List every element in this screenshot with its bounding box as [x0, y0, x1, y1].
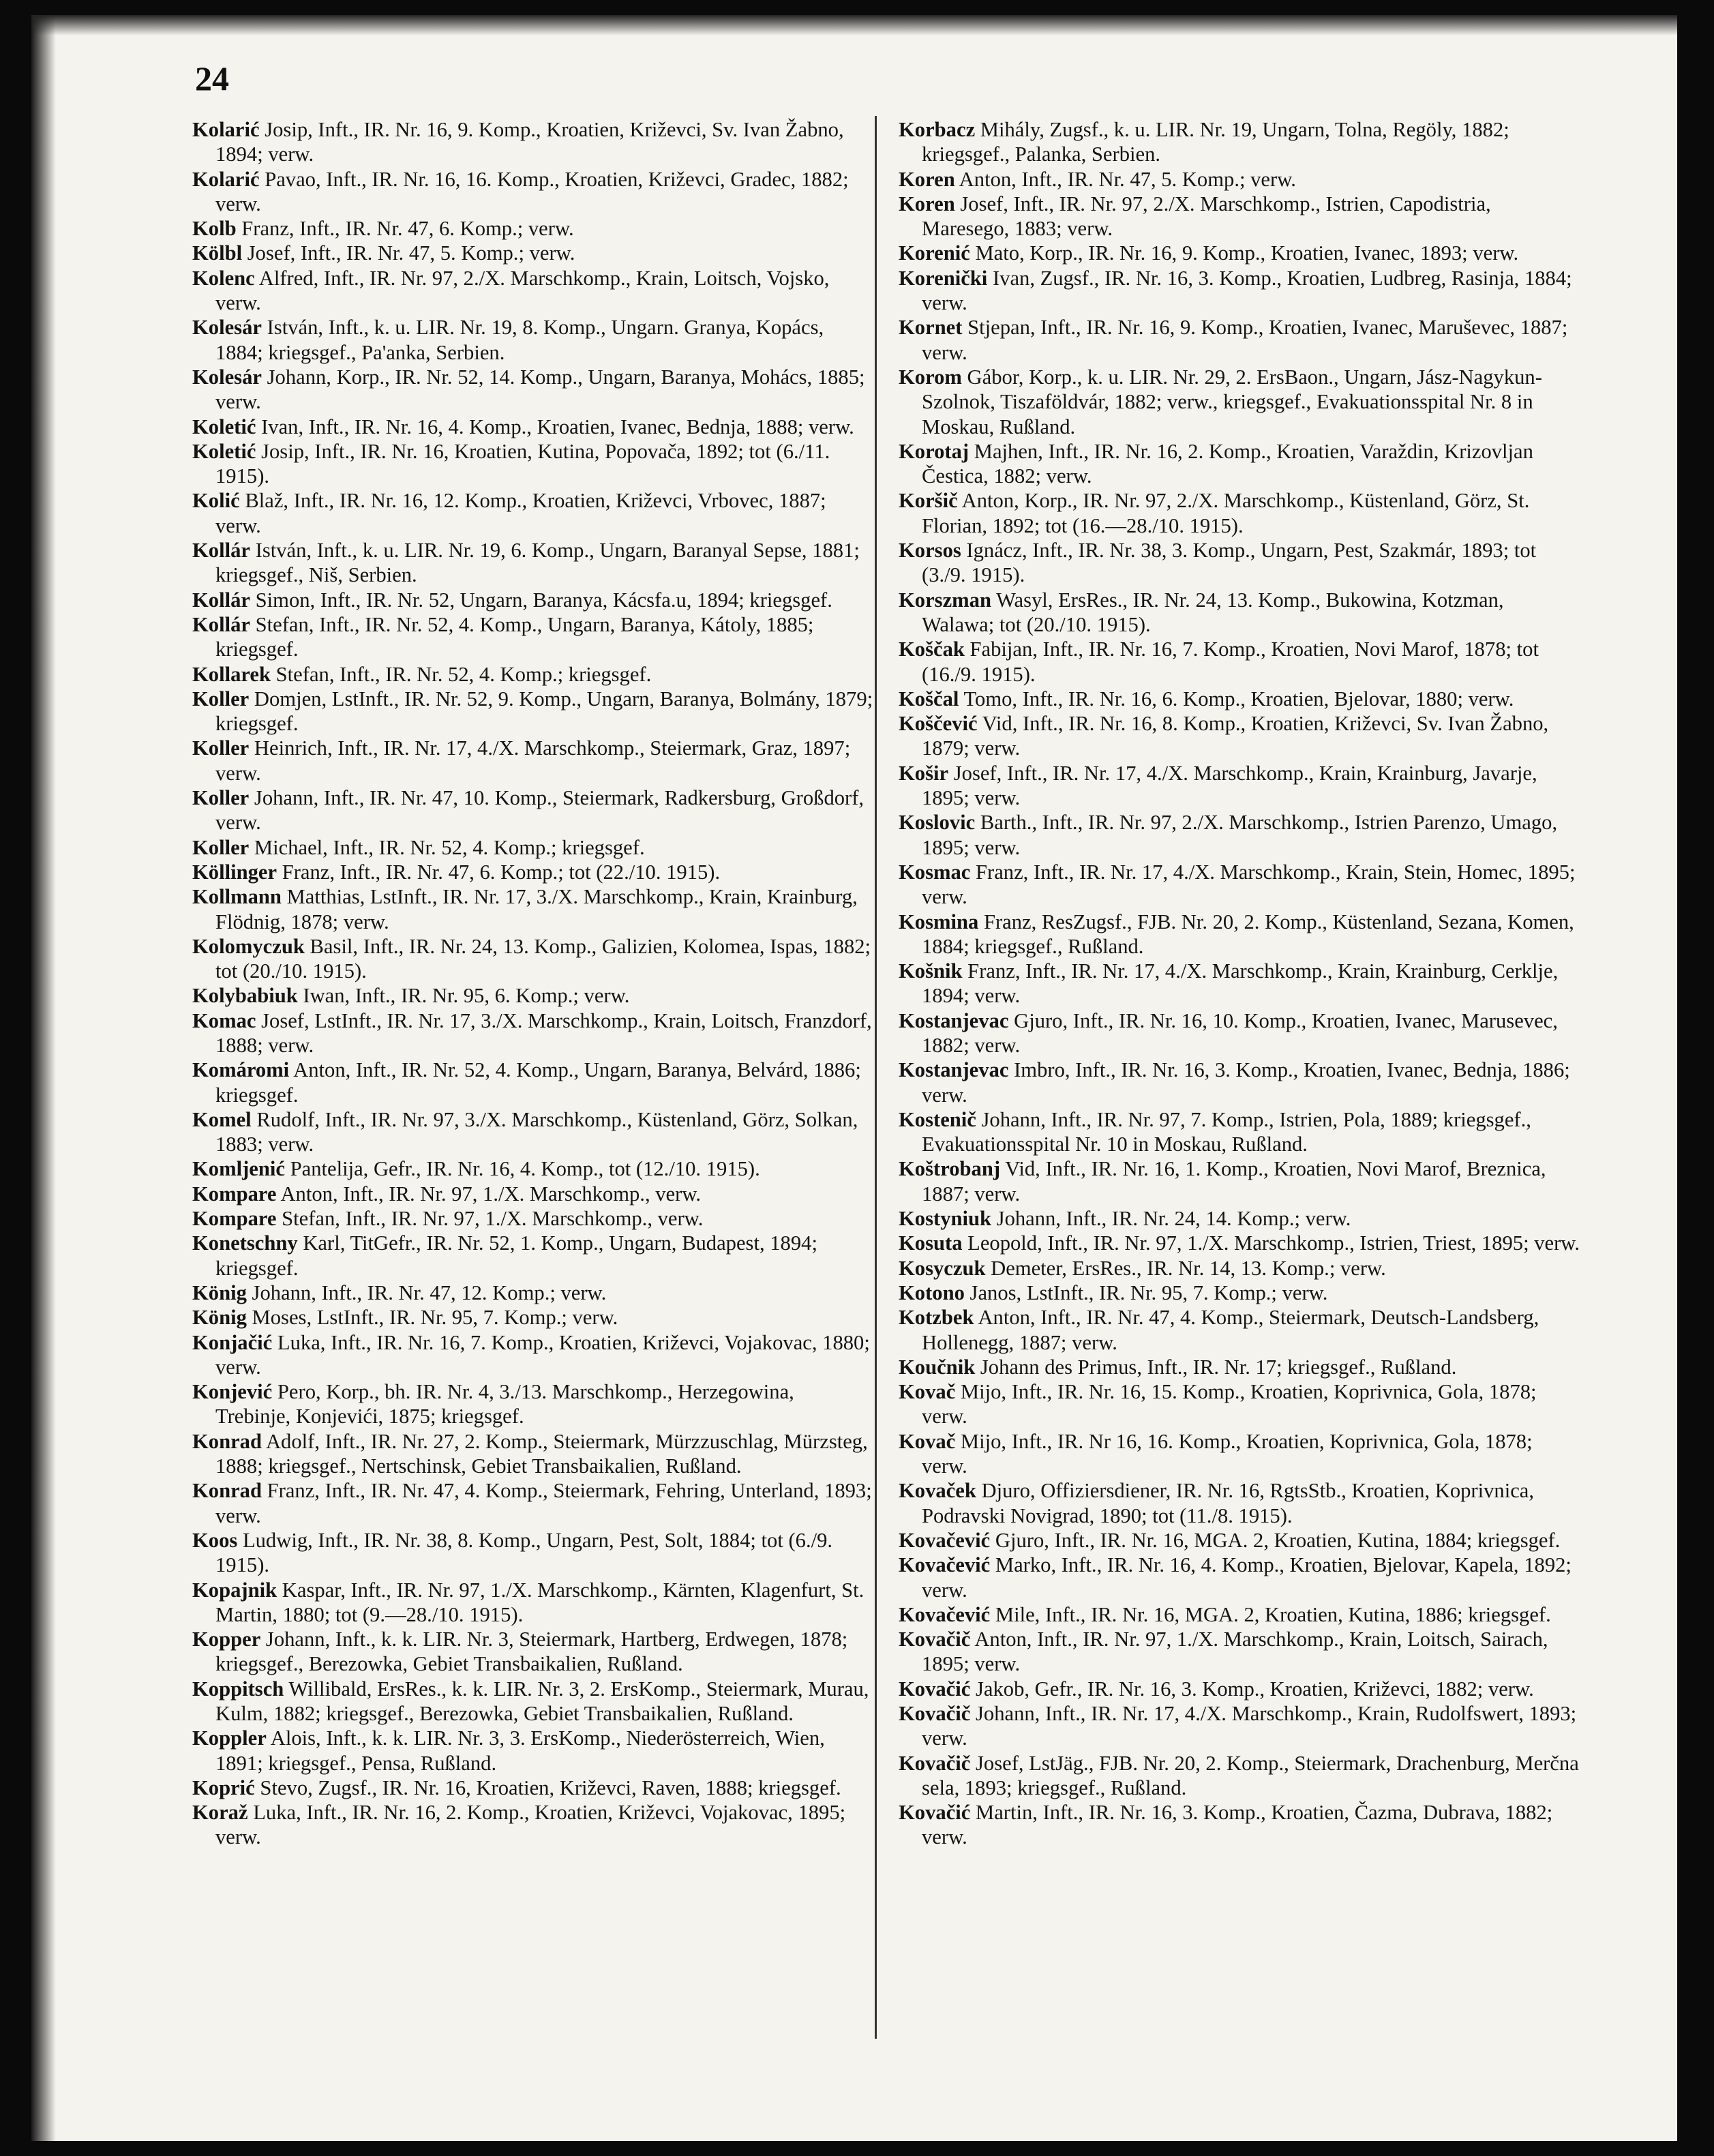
entry-surname: Kollár	[192, 539, 250, 563]
entry-details: Domjen, LstInft., IR. Nr. 52, 9. Komp., Ungarn, Baranya, Bolmány, 1879; kriegsgef.	[215, 687, 873, 736]
list-item	[192, 934, 874, 984]
list-item	[192, 662, 874, 687]
list-item	[899, 1478, 1580, 1528]
entry-details: Johann, Inft., IR. Nr. 97, 7. Komp., Istrien, Pola, 1889; kriegsgef., Evakuationsspital Nr. 10 in Moskau, Rußland.	[922, 1107, 1531, 1156]
list-item	[899, 1528, 1580, 1553]
entry-surname: Koprić	[192, 1776, 255, 1799]
entry-surname: Koller	[192, 736, 250, 760]
entry-surname: König	[192, 1306, 247, 1330]
entry-details: Fabijan, Inft., IR. Nr. 16, 7. Komp., Kroatien, Novi Marof, 1878; tot (16./9. 1915).	[922, 638, 1539, 686]
entry-details: Franz, Inft., IR. Nr. 47, 4. Komp., Steiermark, Fehring, Unterland, 1893; verw.	[215, 1479, 872, 1527]
entry-surname: Kollmann	[192, 885, 282, 909]
entry-details: Franz, Inft., IR. Nr. 47, 6. Komp.; tot (22./10. 1915).	[277, 860, 721, 884]
entry-surname: Koller	[192, 687, 250, 710]
list-item	[192, 687, 874, 736]
entry-surname: Korenički	[899, 266, 988, 290]
list-item	[192, 1726, 874, 1776]
entry-details: Johann des Primus, Inft., IR. Nr. 17; kriegsgef., Rußland.	[975, 1355, 1457, 1379]
entry-details: Ivan, Zugsf., IR. Nr. 16, 3. Komp., Kroatien, Ludbreg, Rasinja, 1884; verw.	[922, 266, 1572, 315]
entry-details: Tomo, Inft., IR. Nr. 16, 6. Komp., Kroatien, Bjelovar, 1880; verw.	[959, 687, 1514, 710]
entry-surname: Kovač	[899, 1429, 956, 1453]
entry-details: Vid, Inft., IR. Nr. 16, 1. Komp., Kroatien, Novi Marof, Breznica, 1887; verw.	[922, 1157, 1546, 1206]
entry-surname: Kostanjevac	[899, 1058, 1009, 1082]
entry-surname: Korszman	[899, 588, 991, 612]
list-item	[899, 1058, 1580, 1107]
list-item	[192, 1206, 874, 1231]
list-item	[192, 216, 874, 241]
list-item	[899, 1429, 1580, 1479]
list-item	[899, 488, 1580, 538]
entry-details: Moses, LstInft., IR. Nr. 95, 7. Komp.; verw.	[246, 1306, 618, 1330]
entry-surname: Kosmac	[899, 860, 971, 884]
entry-surname: Kolić	[192, 489, 240, 513]
entry-details: Johann, Inft., k. k. LIR. Nr. 3, Steiermark, Hartberg, Erdwegen, 1878; kriegsgef., Berezowka, Gebiet Transbaikalien, Rußland.	[215, 1628, 848, 1676]
list-item	[899, 1355, 1580, 1379]
entry-surname: Koslovic	[899, 811, 976, 835]
entry-surname: Koppitsch	[192, 1677, 284, 1701]
list-item	[192, 241, 874, 265]
list-item	[899, 192, 1580, 241]
list-item	[192, 1800, 874, 1850]
list-item	[899, 588, 1580, 638]
list-item	[899, 1008, 1580, 1058]
list-item	[192, 1305, 874, 1330]
entry-surname: Kosuta	[899, 1231, 963, 1255]
entry-details: Alois, Inft., k. k. LIR. Nr. 3, 3. ErsKomp., Niederösterreich, Wien, 1891; kriegsgef., Pensa, Rußland.	[215, 1726, 825, 1775]
entry-details: Johann, Inft., IR. Nr. 47, 10. Komp., Steiermark, Radkersburg, Großdorf, verw.	[215, 786, 864, 835]
entry-surname: Koren	[899, 167, 955, 191]
list-item	[899, 241, 1580, 265]
entry-surname: Kostenič	[899, 1107, 976, 1131]
entry-surname: Kompare	[192, 1182, 277, 1206]
entry-details: Anton, Korp., IR. Nr. 97, 2./X. Marschkomp., Küstenland, Görz, St. Florian, 1892; tot (16.—28./10. 1915).	[922, 489, 1530, 537]
entry-details: Gjuro, Inft., IR. Nr. 16, 10. Komp., Kroatien, Ivanec, Marusevec, 1882; verw.	[922, 1008, 1558, 1057]
entry-details: Mile, Inft., IR. Nr. 16, MGA. 2, Kroatien, Kutina, 1886; kriegsgef.	[990, 1602, 1551, 1626]
entry-details: István, Inft., k. u. LIR. Nr. 19, 6. Komp., Ungarn, Baranyal Sepse, 1881; kriegsgef., Niš, Serbien.	[215, 539, 860, 587]
entry-surname: Konetschny	[192, 1231, 298, 1255]
entry-details: Simon, Inft., IR. Nr. 52, Ungarn, Baranya, Kácsfa.u, 1894; kriegsgef.	[250, 588, 832, 612]
entry-surname: Korbacz	[899, 118, 976, 141]
entry-details: Johann, Inft., IR. Nr. 47, 12. Komp.; verw.	[246, 1281, 607, 1304]
list-item	[899, 910, 1580, 959]
list-item	[192, 1182, 874, 1206]
entry-details: Leopold, Inft., IR. Nr. 97, 1./X. Marschkomp., Istrien, Triest, 1895; verw.	[962, 1231, 1580, 1255]
entry-details: Johann, Korp., IR. Nr. 52, 14. Komp., Ungarn, Baranya, Mohács, 1885; verw.	[215, 365, 865, 414]
list-item	[899, 117, 1580, 167]
entry-details: Luka, Inft., IR. Nr. 16, 2. Komp., Kroatien, Križevci, Vojakovac, 1895; verw.	[215, 1801, 846, 1849]
entry-details: Michael, Inft., IR. Nr. 52, 4. Komp.; kriegsgef.	[249, 835, 645, 859]
entry-details: Josef, LstJäg., FJB. Nr. 20, 2. Komp., Steiermark, Drachenburg, Merčna sela, 1893; kriegsgef., Rußland.	[922, 1751, 1579, 1799]
entry-surname: Kollarek	[192, 662, 271, 686]
list-item	[899, 687, 1580, 711]
list-item	[192, 736, 874, 785]
entry-surname: Kolomyczuk	[192, 934, 305, 958]
list-item	[899, 637, 1580, 687]
entry-details: Karl, TitGefr., IR. Nr. 52, 1. Komp., Ungarn, Budapest, 1894; kriegsgef.	[215, 1231, 817, 1280]
entry-surname: Korenić	[899, 241, 970, 265]
entry-details: Imbro, Inft., IR. Nr. 16, 3. Komp., Kroatien, Ivanec, Bednja, 1886; verw.	[922, 1058, 1570, 1107]
entry-surname: Kotzbek	[899, 1306, 974, 1330]
entry-surname: Komljenić	[192, 1157, 285, 1181]
list-item	[192, 1281, 874, 1305]
entry-surname: Kolenc	[192, 266, 255, 290]
entry-details: Heinrich, Inft., IR. Nr. 17, 4./X. Marschkomp., Steiermark, Graz, 1897; verw.	[215, 736, 851, 785]
list-item	[192, 266, 874, 316]
entry-details: Franz, ResZugsf., FJB. Nr. 20, 2. Komp., Küstenland, Sezana, Komen, 1884; kriegsgef., Rußland.	[922, 910, 1574, 958]
entry-details: Stefan, Inft., IR. Nr. 52, 4. Komp., Ungarn, Baranya, Kátoly, 1885; kriegsgef.	[215, 612, 814, 661]
entry-details: István, Inft., k. u. LIR. Nr. 19, 8. Komp., Ungarn. Granya, Kopács, 1884; kriegsgef., Pa'anka, Serbien.	[215, 316, 824, 364]
list-item	[192, 1478, 874, 1528]
entry-surname: Košnik	[899, 959, 963, 983]
list-item	[192, 1528, 874, 1578]
list-item	[899, 1800, 1580, 1850]
entry-details: Gjuro, Inft., IR. Nr. 16, MGA. 2, Kroatien, Kutina, 1884; kriegsgef.	[990, 1528, 1561, 1552]
page-number: 24	[195, 59, 229, 98]
right-column	[899, 117, 1580, 1850]
list-item	[899, 538, 1580, 588]
entry-details: Mijo, Inft., IR. Nr. 16, 15. Komp., Kroatien, Koprivnica, Gola, 1878; verw.	[922, 1380, 1537, 1428]
entry-details: Franz, Inft., IR. Nr. 17, 4./X. Marschkomp., Krain, Krainburg, Cerklje, 1894; verw.	[922, 959, 1559, 1008]
entry-surname: Koletić	[192, 415, 256, 438]
entry-details: Josip, Inft., IR. Nr. 16, 9. Komp., Kroatien, Križevci, Sv. Ivan Žabno, 1894; verw.	[215, 118, 844, 166]
entry-surname: Kopajnik	[192, 1578, 277, 1602]
entry-details: Mijo, Inft., IR. Nr 16, 16. Komp., Kroatien, Koprivnica, Gola, 1878; verw.	[922, 1429, 1533, 1478]
entry-details: Anton, Inft., IR. Nr. 97, 1./X. Marschkomp., Krain, Loitsch, Sairach, 1895; verw.	[922, 1628, 1548, 1676]
list-item	[899, 1677, 1580, 1701]
list-item	[192, 983, 874, 1008]
list-item	[899, 1256, 1580, 1281]
entry-details: Iwan, Inft., IR. Nr. 95, 6. Komp.; verw.	[297, 984, 630, 1008]
list-item	[899, 1751, 1580, 1801]
list-item	[192, 1429, 874, 1479]
list-item	[899, 365, 1580, 439]
document-page	[31, 15, 1677, 2141]
entry-details: Anton, Inft., IR. Nr. 52, 4. Komp., Ungarn, Baranya, Belvárd, 1886; kriegsgef.	[215, 1058, 861, 1107]
list-item	[192, 1231, 874, 1281]
entry-details: Anton, Inft., IR. Nr. 47, 5. Komp.; verw.	[954, 167, 1296, 191]
entry-details: Matthias, LstInft., IR. Nr. 17, 3./X. Marschkomp., Krain, Krainburg, Flödnig, 1878; verw.	[215, 885, 858, 933]
entry-details: Ludwig, Inft., IR. Nr. 38, 8. Komp., Ungarn, Pest, Solt, 1884; tot (6./9. 1915).	[215, 1528, 833, 1577]
entry-details: Rudolf, Inft., IR. Nr. 97, 3./X. Marschkomp., Küstenland, Görz, Solkan, 1883; verw.	[215, 1107, 858, 1156]
entry-surname: Koštrobanj	[899, 1157, 1001, 1181]
entry-details: Mihály, Zugsf., k. u. LIR. Nr. 19, Ungarn, Tolna, Regöly, 1882; kriegsgef., Palanka, Serbien.	[922, 118, 1509, 166]
entry-details: Willibald, ErsRes., k. k. LIR. Nr. 3, 2. ErsKomp., Steiermark, Murau, Kulm, 1882; kriegsgef., Berezowka, Gebiet Transbaikalien, Rußland.	[215, 1677, 869, 1725]
entry-details: Josef, Inft., IR. Nr. 97, 2./X. Marschkomp., Istrien, Capodistria, Maresego, 1883; verw.	[922, 192, 1491, 241]
entry-details: Wasyl, ErsRes., IR. Nr. 24, 13. Komp., Bukowina, Kotzman, Walawa; tot (20./10. 1915).	[922, 588, 1504, 636]
list-item	[192, 1776, 874, 1800]
entry-details: Josef, Inft., IR. Nr. 47, 5. Komp.; verw.	[242, 241, 575, 265]
entry-surname: Kovaček	[899, 1479, 976, 1503]
entry-surname: Korom	[899, 365, 962, 389]
entry-surname: Kovačič	[899, 1628, 971, 1651]
entry-details: Anton, Inft., IR. Nr. 47, 4. Komp., Steiermark, Deutsch-Landsberg, Hollenegg, 1887; verw.	[922, 1306, 1539, 1354]
entry-surname: Kovačević	[899, 1528, 991, 1552]
entry-surname: Komáromi	[192, 1058, 290, 1082]
list-item	[192, 1156, 874, 1181]
entry-details: Johann, Inft., IR. Nr. 24, 14. Komp.; verw.	[991, 1207, 1351, 1231]
list-item	[192, 117, 874, 167]
entry-details: Pero, Korp., bh. IR. Nr. 4, 3./13. Marschkomp., Herzegowina, Trebinje, Konjevići, 1875; kriegsgef.	[215, 1380, 794, 1428]
entry-surname: Kosyczuk	[899, 1256, 986, 1280]
entry-surname: Kovačič	[899, 1702, 971, 1725]
list-item	[192, 365, 874, 415]
entry-surname: Konjačić	[192, 1330, 273, 1354]
list-item	[899, 959, 1580, 1008]
list-item	[899, 266, 1580, 316]
entry-surname: Kostyniuk	[899, 1207, 992, 1231]
entry-surname: Kompare	[192, 1207, 277, 1231]
list-item	[192, 785, 874, 835]
entry-surname: Koščak	[899, 638, 965, 661]
entry-surname: Koučnik	[899, 1355, 976, 1379]
entry-surname: Kolesár	[192, 316, 262, 340]
page-edge-shadow-left	[31, 15, 56, 2141]
entry-details: Djuro, Offiziersdiener, IR. Nr. 16, RgtsStb., Kroatien, Koprivnica, Podravski Novigrad, 1890; tot (11./8. 1915).	[922, 1479, 1535, 1527]
list-item	[192, 1058, 874, 1107]
entry-details: Janos, LstInft., IR. Nr. 95, 7. Komp.; verw.	[964, 1281, 1328, 1304]
list-item	[899, 167, 1580, 192]
entry-surname: Kovačević	[899, 1602, 991, 1626]
list-item	[899, 439, 1580, 489]
entry-details: Stjepan, Inft., IR. Nr. 16, 9. Komp., Kroatien, Ivanec, Maruševec, 1887; verw.	[922, 316, 1568, 364]
list-item	[192, 415, 874, 439]
entry-details: Blaž, Inft., IR. Nr. 16, 12. Komp., Kroatien, Križevci, Vrbovec, 1887; verw.	[215, 489, 826, 537]
list-item	[192, 488, 874, 538]
entry-surname: Koraž	[192, 1801, 248, 1825]
column-divider	[875, 116, 877, 2039]
entry-details: Stefan, Inft., IR. Nr. 97, 1./X. Marschkomp., verw.	[276, 1207, 704, 1231]
list-item	[899, 1602, 1580, 1627]
entry-details: Pantelija, Gefr., IR. Nr. 16, 4. Komp., tot (12./10. 1915).	[284, 1157, 760, 1181]
list-item	[899, 711, 1580, 761]
list-item	[192, 439, 874, 489]
entry-details: Stefan, Inft., IR. Nr. 52, 4. Komp.; kriegsgef.	[271, 662, 652, 686]
entry-surname: Koller	[192, 786, 250, 810]
list-item	[192, 884, 874, 934]
entry-details: Franz, Inft., IR. Nr. 17, 4./X. Marschkomp., Krain, Stein, Homec, 1895; verw.	[922, 860, 1576, 909]
entry-details: Josef, Inft., IR. Nr. 17, 4./X. Marschkomp., Krain, Krainburg, Javarje, 1895; verw.	[922, 761, 1537, 810]
list-item	[899, 1627, 1580, 1677]
list-item	[192, 835, 874, 860]
entry-surname: Kovačić	[899, 1801, 971, 1825]
entry-surname: Konrad	[192, 1429, 262, 1453]
entry-details: Anton, Inft., IR. Nr. 97, 1./X. Marschkomp., verw.	[276, 1182, 702, 1206]
entry-details: Majhen, Inft., IR. Nr. 16, 2. Komp., Kroatien, Varaždin, Krizovljan Čestica, 1882; verw.	[922, 439, 1533, 488]
list-item	[192, 315, 874, 365]
list-item	[192, 1330, 874, 1380]
entry-surname: Kölbl	[192, 241, 243, 265]
entry-details: Basil, Inft., IR. Nr. 24, 13. Komp., Galizien, Kolomea, Ispas, 1882; tot (20./10. 1915).	[215, 934, 871, 983]
entry-surname: Kopper	[192, 1628, 261, 1651]
list-item	[899, 761, 1580, 811]
entry-surname: Kovačič	[899, 1751, 971, 1775]
entry-details: Jakob, Gefr., IR. Nr. 16, 3. Komp., Kroatien, Križevci, 1882; verw.	[970, 1677, 1534, 1701]
entry-surname: Koren	[899, 192, 955, 215]
entry-details: Ivan, Inft., IR. Nr. 16, 4. Komp., Kroatien, Ivanec, Bednja, 1888; verw.	[256, 415, 854, 438]
list-item	[192, 612, 874, 662]
entry-surname: Kollár	[192, 612, 250, 636]
entry-details: Gábor, Korp., k. u. LIR. Nr. 29, 2. ErsBaon., Ungarn, Jász-Nagykun-Szolnok, Tiszaföldvár, 1882; verw., kriegsgef., Evakuationsspital Nr. 8 in Moskau, Rußland.	[922, 365, 1542, 438]
list-item	[192, 538, 874, 588]
entry-surname: Košir	[899, 761, 949, 785]
entry-details: Kaspar, Inft., IR. Nr. 97, 1./X. Marschkomp., Kärnten, Klagenfurt, St. Martin, 1880; tot (9.—28./10. 1915).	[215, 1578, 864, 1626]
entry-surname: Kornet	[899, 316, 963, 340]
entry-surname: Korsos	[899, 539, 961, 563]
list-item	[192, 1107, 874, 1157]
list-item	[899, 1206, 1580, 1231]
entry-details: Stevo, Zugsf., IR. Nr. 16, Kroatien, Križevci, Raven, 1888; kriegsgef.	[254, 1776, 841, 1799]
entry-surname: Kolb	[192, 217, 237, 241]
entry-surname: König	[192, 1281, 247, 1304]
list-item	[899, 315, 1580, 365]
list-item	[192, 167, 874, 217]
entry-surname: Konjević	[192, 1380, 273, 1404]
entry-details: Johann, Inft., IR. Nr. 17, 4./X. Marschkomp., Krain, Rudolfswert, 1893; verw.	[922, 1702, 1577, 1750]
list-item	[899, 1553, 1580, 1602]
entry-surname: Komel	[192, 1107, 252, 1131]
list-item	[899, 810, 1580, 860]
entry-surname: Koščević	[899, 712, 978, 736]
entry-details: Ignácz, Inft., IR. Nr. 38, 3. Komp., Ungarn, Pest, Szakmár, 1893; tot (3./9. 1915).	[922, 539, 1537, 587]
entry-details: Demeter, ErsRes., IR. Nr. 14, 13. Komp.; verw.	[985, 1256, 1386, 1280]
entry-surname: Koščal	[899, 687, 959, 710]
list-item	[192, 1008, 874, 1058]
entry-surname: Koppler	[192, 1726, 267, 1750]
list-item	[899, 1305, 1580, 1355]
page-edge-shadow-top	[31, 15, 1677, 35]
list-item	[192, 1677, 874, 1726]
entry-surname: Koos	[192, 1528, 238, 1552]
entry-surname: Kollár	[192, 588, 250, 612]
entry-surname: Kolarić	[192, 167, 260, 191]
list-item	[192, 1627, 874, 1677]
entry-surname: Koršič	[899, 489, 958, 513]
entry-details: Mato, Korp., IR. Nr. 16, 9. Komp., Kroatien, Ivanec, 1893; verw.	[969, 241, 1519, 265]
entry-surname: Kotono	[899, 1281, 965, 1304]
list-item	[192, 1578, 874, 1628]
list-item	[899, 1156, 1580, 1206]
entry-surname: Konrad	[192, 1479, 262, 1503]
entry-surname: Komac	[192, 1008, 256, 1032]
entry-surname: Kolybabiuk	[192, 984, 298, 1008]
entry-surname: Koller	[192, 835, 250, 859]
entry-details: Barth., Inft., IR. Nr. 97, 2./X. Marschkomp., Istrien Parenzo, Umago, 1895; verw.	[922, 811, 1558, 859]
entry-surname: Kosmina	[899, 910, 979, 933]
entry-details: Luka, Inft., IR. Nr. 16, 7. Komp., Kroatien, Križevci, Vojakovac, 1880; verw.	[215, 1330, 870, 1379]
entry-details: Pavao, Inft., IR. Nr. 16, 16. Komp., Kroatien, Križevci, Gradec, 1882; verw.	[215, 167, 849, 215]
entry-details: Josef, LstInft., IR. Nr. 17, 3./X. Marschkomp., Krain, Loitsch, Franzdorf, 1888; verw.	[215, 1008, 872, 1057]
entry-surname: Kovač	[899, 1380, 956, 1404]
entry-details: Adolf, Inft., IR. Nr. 27, 2. Komp., Steiermark, Mürzzuschlag, Mürzsteg, 1888; kriegsgef., Nertschinsk, Gebiet Transbaikalien, Rußland.	[215, 1429, 868, 1478]
entry-details: Franz, Inft., IR. Nr. 47, 6. Komp.; verw.	[236, 217, 574, 241]
list-item	[899, 1107, 1580, 1157]
entry-surname: Kolesár	[192, 365, 262, 389]
list-item	[899, 860, 1580, 910]
entry-surname: Kovačević	[899, 1553, 991, 1577]
list-item	[899, 1379, 1580, 1429]
entry-details: Alfred, Inft., IR. Nr. 97, 2./X. Marschkomp., Krain, Loitsch, Vojsko, verw.	[215, 266, 830, 315]
entry-details: Marko, Inft., IR. Nr. 16, 4. Komp., Kroatien, Bjelovar, Kapela, 1892; verw.	[922, 1553, 1572, 1602]
list-item	[192, 860, 874, 884]
list-item	[192, 588, 874, 612]
entry-surname: Koletić	[192, 439, 256, 463]
entry-surname: Korotaj	[899, 439, 969, 463]
list-item	[899, 1701, 1580, 1751]
entry-details: Vid, Inft., IR. Nr. 16, 8. Komp., Kroatien, Križevci, Sv. Ivan Žabno, 1879; verw.	[922, 712, 1549, 760]
list-item	[899, 1281, 1580, 1305]
entry-surname: Kolarić	[192, 118, 260, 141]
left-column	[192, 117, 874, 1850]
list-item	[192, 1379, 874, 1429]
entry-details: Martin, Inft., IR. Nr. 16, 3. Komp., Kroatien, Čazma, Dubrava, 1882; verw.	[922, 1801, 1553, 1849]
entry-details: Josip, Inft., IR. Nr. 16, Kroatien, Kutina, Popovača, 1892; tot (6./11. 1915).	[215, 439, 830, 488]
entry-surname: Kovačić	[899, 1677, 971, 1701]
entry-surname: Kostanjevac	[899, 1008, 1009, 1032]
entry-surname: Köllinger	[192, 860, 277, 884]
list-item	[899, 1231, 1580, 1255]
